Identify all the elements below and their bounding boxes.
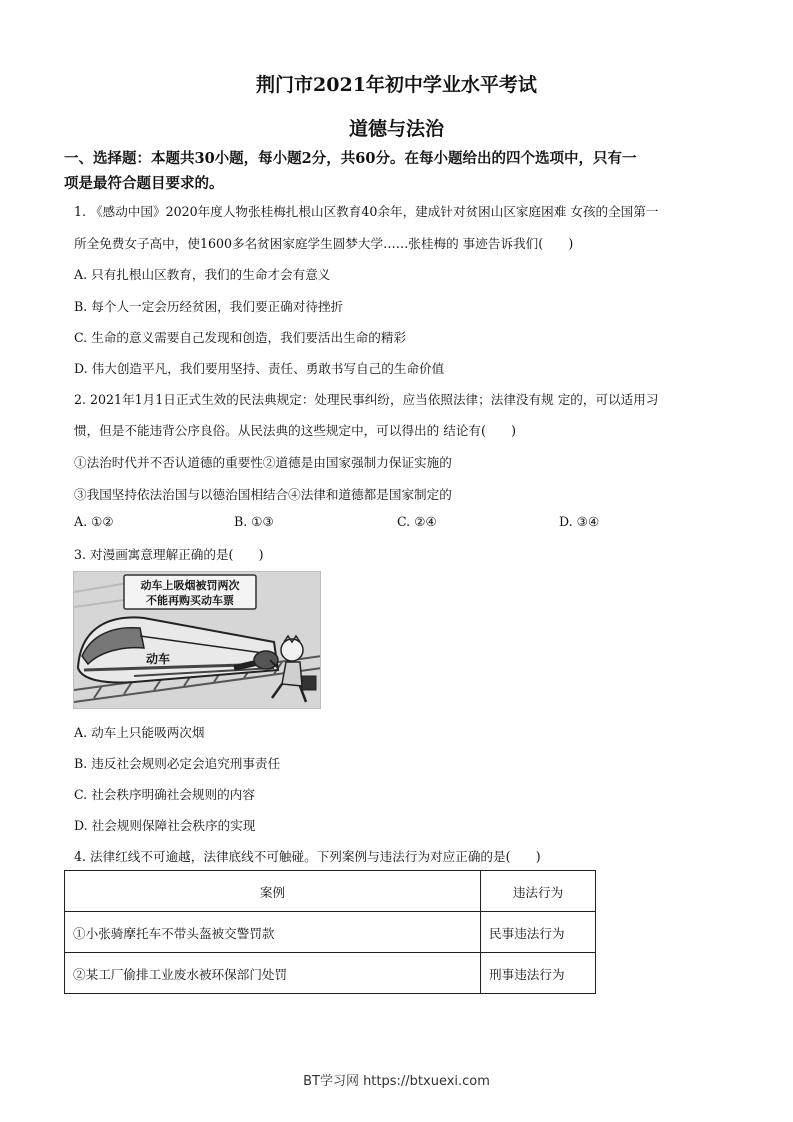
table-header-violation: 违法行为 — [481, 871, 596, 912]
q2-stem-line1: 2. 2021年1月1日正式生效的民法典规定：处理民事纠纷，应当依照法律；法律没有规 定的，可以适用习 — [74, 392, 659, 407]
table-cell-case: ②某工厂偷排工业废水被环保部门处罚 — [65, 953, 481, 994]
subject-title: 道德与法治 — [348, 118, 444, 140]
table-row — [65, 912, 596, 953]
table-header-case: 案例 — [65, 871, 481, 912]
q1-stem-line2: 所全免费女子高中，使1600多名贫困家庭学生圆梦大学……张桂梅的 事迹告诉我们( ) — [74, 236, 574, 251]
q3-option-c: C. 社会秩序明确社会规则的内容 — [74, 787, 255, 802]
q4-stem: 4. 法律红线不可逾越，法律底线不可触碰。下列案例与违法行为对应正确的是( ) — [74, 849, 541, 864]
q2-option-d: D. ③④ — [559, 514, 600, 529]
caption-line1: 动车上吸烟被罚两次 — [140, 579, 240, 592]
q2-stem-line2: 惯，但是不能违背公序良俗。从民法典的这些规定中，可以得出的 结论有( ) — [74, 423, 517, 438]
section-heading-line1: 一、选择题：本题共30小题，每小题2分，共60分。在每小题给出的四个选项中，只有一 — [64, 150, 637, 167]
train-label: 动车 — [146, 652, 171, 666]
table-cell-violation: 民事违法行为 — [481, 912, 596, 953]
caption-sign — [124, 575, 256, 609]
q4-case-table — [64, 870, 596, 994]
q2-statement-line2: ③我国坚持依法治国与以德治国相结合④法律和道德都是国家制定的 — [74, 487, 452, 502]
q3-option-d: D. 社会规则保障社会秩序的实现 — [74, 818, 256, 833]
section-heading-line2: 项是最符合题目要求的。 — [64, 175, 224, 192]
q2-option-b: B. ①③ — [234, 514, 274, 529]
q1-option-c: C. 生命的意义需要自己发现和创造，我们要活出生命的精彩 — [74, 330, 407, 345]
q1-option-b: B. 每个人一定会历经贫困，我们要正确对待挫折 — [74, 299, 344, 314]
q2-option-a: A. ①② — [74, 514, 114, 529]
q3-cartoon-image — [73, 571, 321, 709]
q2-statement-line1: ①法治时代并不否认道德的重要性②道德是由国家强制力保证实施的 — [74, 455, 452, 470]
q1-option-d: D. 伟大创造平凡，我们要用坚持、责任、勇敢书写自己的生命价值 — [74, 361, 445, 376]
q1-option-a: A. 只有扎根山区教育，我们的生命才会有意义 — [74, 267, 331, 282]
q3-option-b: B. 违反社会规则必定会追究刑事责任 — [74, 756, 281, 771]
table-row — [65, 953, 596, 994]
q3-stem: 3. 对漫画寓意理解正确的是( ) — [74, 547, 264, 562]
footer-watermark: BT学习网 https://btxuexi.com — [303, 1074, 490, 1089]
caption-line2: 不能再购买动车票 — [146, 594, 234, 607]
table-header-row — [65, 871, 596, 912]
q2-option-c: C. ②④ — [397, 514, 437, 529]
table-cell-violation: 刑事违法行为 — [481, 953, 596, 994]
exam-title: 荆门市2021年初中学业水平考试 — [256, 74, 537, 96]
q3-option-a: A. 动车上只能吸两次烟 — [74, 725, 205, 740]
q1-stem-line1: 1. 《感动中国》2020年度人物张桂梅扎根山区教育40余年，建成针对贫困山区家庭困难 女孩的全国第一 — [74, 204, 659, 219]
table-cell-case: ①小张骑摩托车不带头盔被交警罚款 — [65, 912, 481, 953]
